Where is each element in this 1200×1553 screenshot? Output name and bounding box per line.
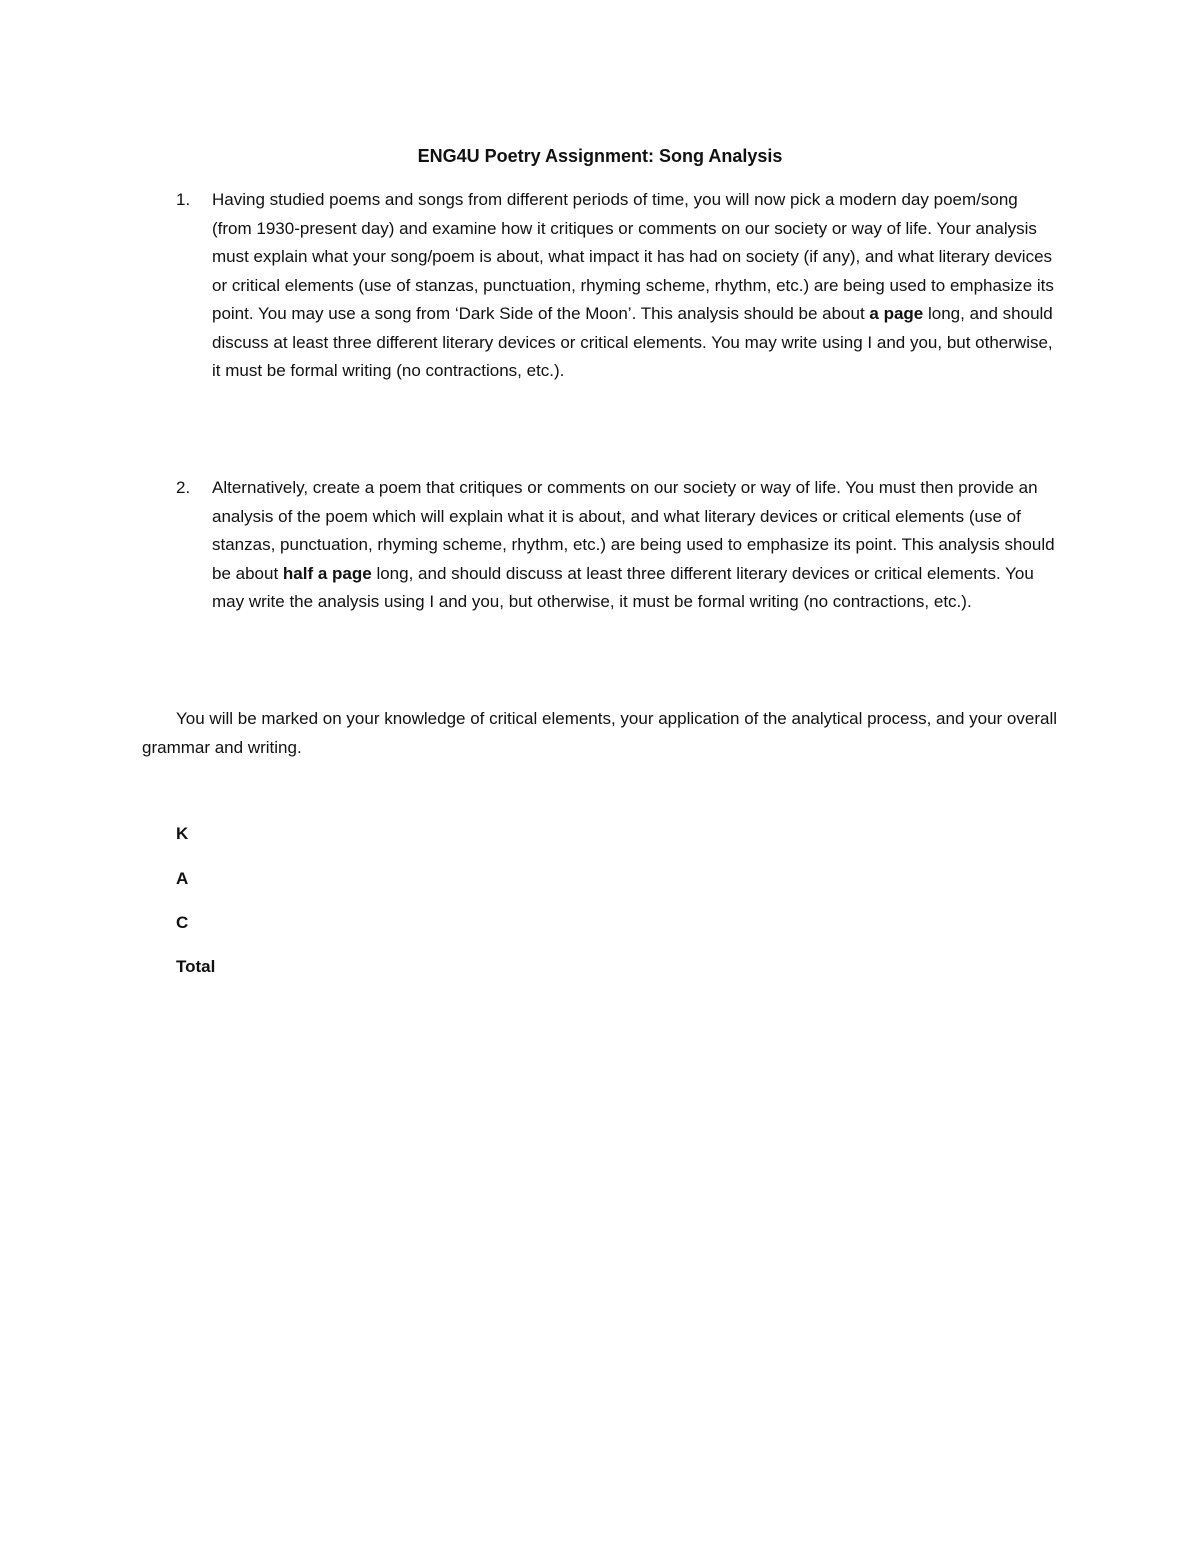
item-text-part: Having studied poems and songs from different periods of time, you will now pick a modern day poem/song (from 1930-present day) and examine how it critiques or comments on our society or way of life. Your analysis must explain what your song/poem is about, what impact it has had on society (if any), and what literary devices or critical elements (use of stanzas, punctuation, rhyming scheme, rhythm, etc.) are being used to emphasize its point. You may use a song from ‘Dark Side of the Moon’. This analysis should be about xyxy=(212,190,1054,323)
assignment-option-2 xyxy=(176,474,1056,617)
document-title: ENG4U Poetry Assignment: Song Analysis xyxy=(417,146,783,166)
item-bold-text: half a page xyxy=(282,563,372,583)
item-text xyxy=(212,474,1056,617)
item-number: 1. xyxy=(176,190,191,209)
item-text xyxy=(212,186,1056,386)
marking-note: You will be marked on your knowledge of critical elements, your application of the analytical process, and your overall grammar and writing. xyxy=(142,709,1058,757)
item-text-part: long, and should discuss at least three different literary devices or critical elements. You may write using I and you, but otherwise, it must be formal writing (no contractions, etc.). xyxy=(212,304,1053,380)
item-bold-text: a page xyxy=(869,304,924,323)
item-number: 2. xyxy=(176,478,191,497)
item-text-part: long, and should discuss at least three different literary devices or critical elements. You may write the analysis using I and you, but otherwise, it must be formal writing (no contractions, etc.). xyxy=(212,563,1034,611)
rubric-knowledge: K xyxy=(176,824,189,843)
rubric-total: Total xyxy=(176,957,216,976)
item-text-part: Alternatively, create a poem that critiques or comments on our society or way of life. You must then provide an analysis of the poem which will explain what it is about, and what literary devices or critical elements (use of stanzas, punctuation, rhyming scheme, rhythm, etc.) are being used to emphasize its point. This analysis should be about xyxy=(212,478,1055,583)
assignment-option-1 xyxy=(176,186,1056,386)
rubric-communication: C xyxy=(176,913,189,932)
rubric-application: A xyxy=(176,869,189,888)
